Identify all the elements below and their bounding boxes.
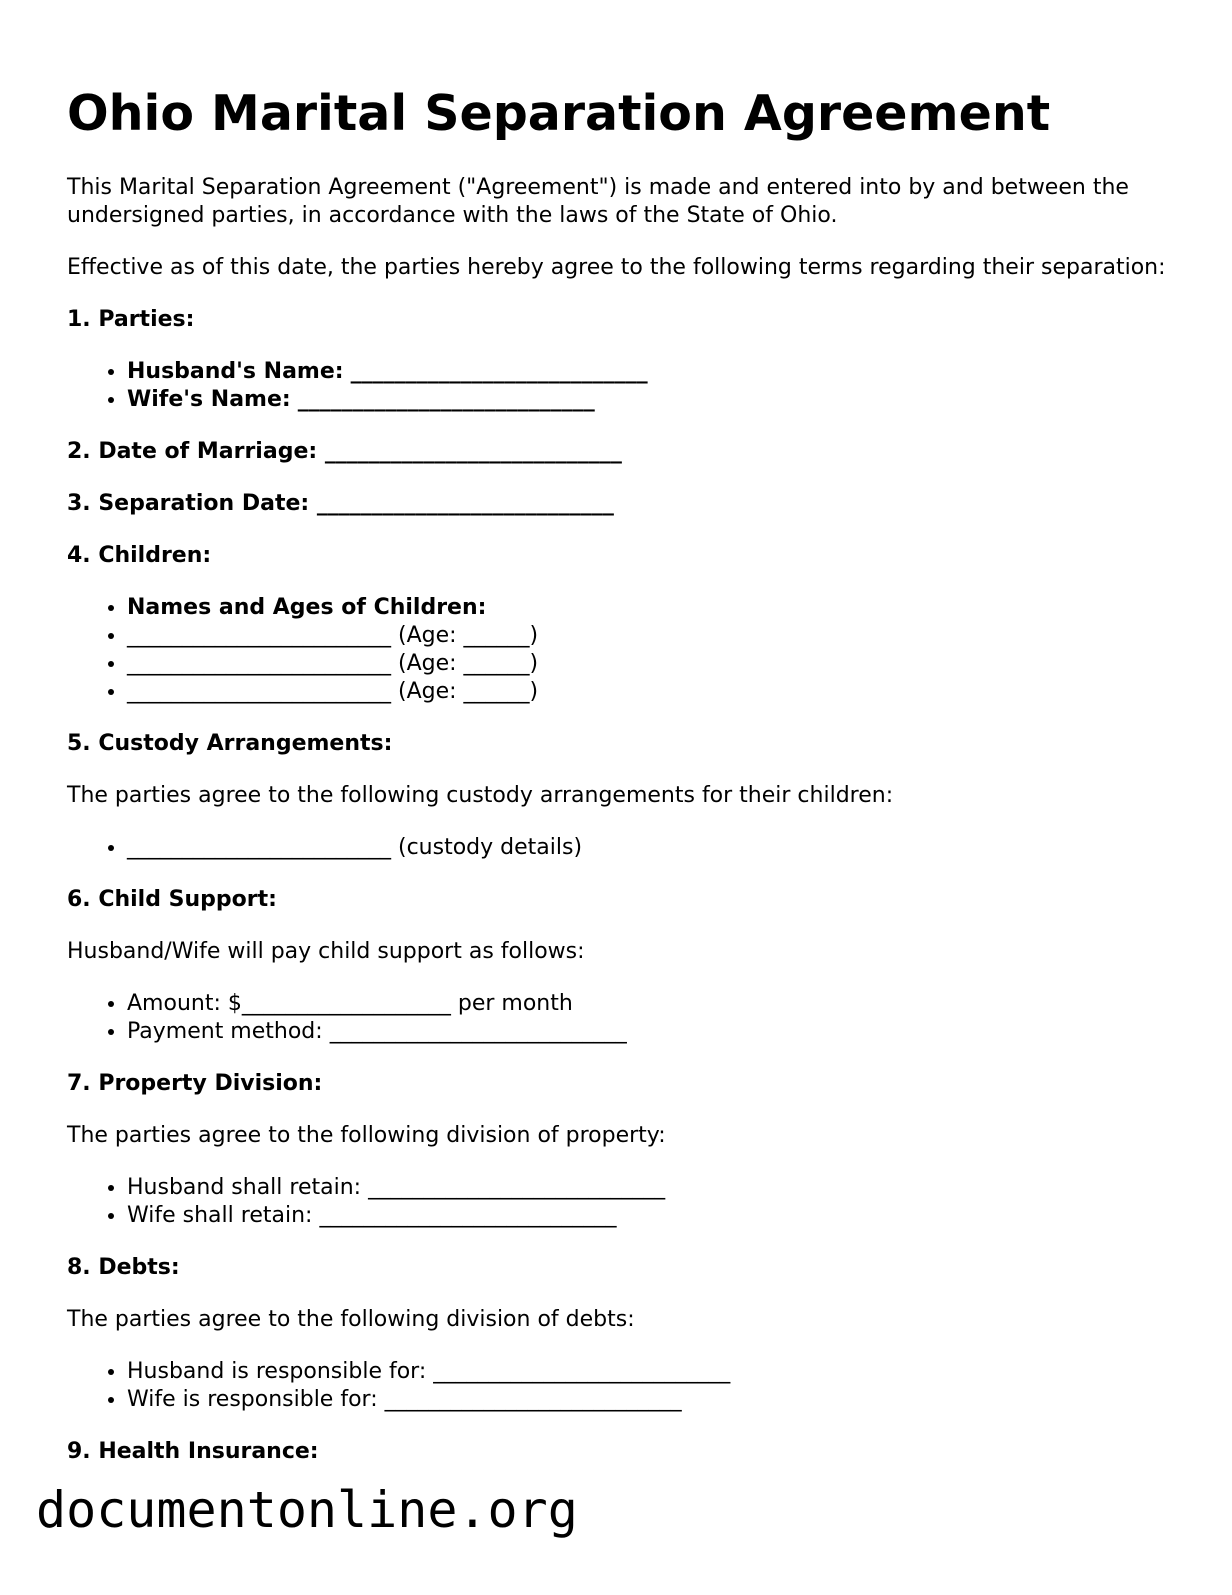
list-item (127, 1358, 1177, 1386)
section-custody-heading: 5. Custody Arrangements: (67, 731, 393, 756)
section-child-support-heading: 6. Child Support: (67, 887, 277, 912)
list-item (127, 622, 1177, 650)
debts-text: The parties agree to the following division of debts: (67, 1307, 635, 1332)
section-parties-heading: 1. Parties: (67, 307, 195, 332)
list-item (127, 1386, 1177, 1414)
wife-debt-field[interactable]: ___________________________ (384, 1387, 682, 1412)
amount-suffix: per month (457, 991, 573, 1016)
list-item (127, 990, 1177, 1018)
debts-list (67, 1358, 1177, 1414)
page-title: Ohio Marital Separation Agreement (67, 85, 1051, 142)
date-of-marriage-label: 2. Date of Marriage: (67, 439, 318, 464)
custody-text: The parties agree to the following custody arrangements for their children: (67, 783, 894, 808)
payment-method-label: Payment method: (127, 1019, 323, 1044)
list-item (127, 1174, 1177, 1202)
husband-debt-label: Husband is responsible for: (127, 1359, 427, 1384)
payment-method-field[interactable]: ___________________________ (329, 1019, 627, 1044)
section-debts-heading: 8. Debts: (67, 1255, 180, 1280)
wife-retain-label: Wife shall retain: (127, 1203, 313, 1228)
husband-retain-field[interactable]: ___________________________ (368, 1175, 666, 1200)
child-name-field[interactable]: ________________________ (127, 679, 391, 704)
wife-debt-label: Wife is responsible for: (127, 1387, 378, 1412)
date-of-marriage-field[interactable]: ___________________________ (324, 439, 622, 464)
parties-list (67, 358, 1177, 414)
list-item (127, 678, 1177, 706)
custody-details-field[interactable]: ________________________ (127, 835, 391, 860)
section-separation-date (67, 490, 1177, 518)
property-list (67, 1174, 1177, 1230)
amount-label: Amount: $ (127, 991, 242, 1016)
document-body (67, 174, 1177, 1490)
child-age-field[interactable]: (Age: ______) (398, 623, 539, 648)
child-age-field[interactable]: (Age: ______) (398, 679, 539, 704)
watermark: documentonline.org (36, 1481, 578, 1539)
list-item (127, 1202, 1177, 1230)
wife-name-label: Wife's Name: (127, 387, 291, 412)
child-support-list (67, 990, 1177, 1046)
husband-name-field[interactable]: ___________________________ (350, 359, 648, 384)
custody-details-suffix: (custody details) (398, 835, 583, 860)
husband-retain-label: Husband shall retain: (127, 1175, 362, 1200)
section-property-heading: 7. Property Division: (67, 1071, 323, 1096)
child-name-field[interactable]: ________________________ (127, 651, 391, 676)
separation-date-field[interactable]: ___________________________ (316, 491, 614, 516)
section-health-insurance-heading: 9. Health Insurance: (67, 1439, 319, 1464)
intro-paragraph: This Marital Separation Agreement ("Agreement") is made and entered into by and between the undersigned parties, in accordance with the laws of the State of Ohio. (67, 175, 1129, 228)
children-list (67, 594, 1177, 706)
list-item (127, 386, 1177, 414)
list-item (127, 834, 1177, 862)
husband-debt-field[interactable]: ___________________________ (433, 1359, 731, 1384)
amount-field[interactable]: ___________________ (241, 991, 451, 1016)
effective-paragraph: Effective as of this date, the parties hereby agree to the following terms regarding their separation: (67, 255, 1166, 280)
separation-date-label: 3. Separation Date: (67, 491, 310, 516)
custody-list (67, 834, 1177, 862)
section-children-heading: 4. Children: (67, 543, 212, 568)
child-name-field[interactable]: ________________________ (127, 623, 391, 648)
property-text: The parties agree to the following division of property: (67, 1123, 666, 1148)
wife-retain-field[interactable]: ___________________________ (319, 1203, 617, 1228)
children-list-label: • Names and Ages of Children: (127, 594, 1177, 622)
child-age-field[interactable]: (Age: ______) (398, 651, 539, 676)
list-item (127, 358, 1177, 386)
list-item (127, 650, 1177, 678)
list-item (127, 1018, 1177, 1046)
child-support-text: Husband/Wife will pay child support as follows: (67, 939, 585, 964)
section-date-of-marriage (67, 438, 1177, 466)
husband-name-label: Husband's Name: (127, 359, 344, 384)
wife-name-field[interactable]: ___________________________ (297, 387, 595, 412)
